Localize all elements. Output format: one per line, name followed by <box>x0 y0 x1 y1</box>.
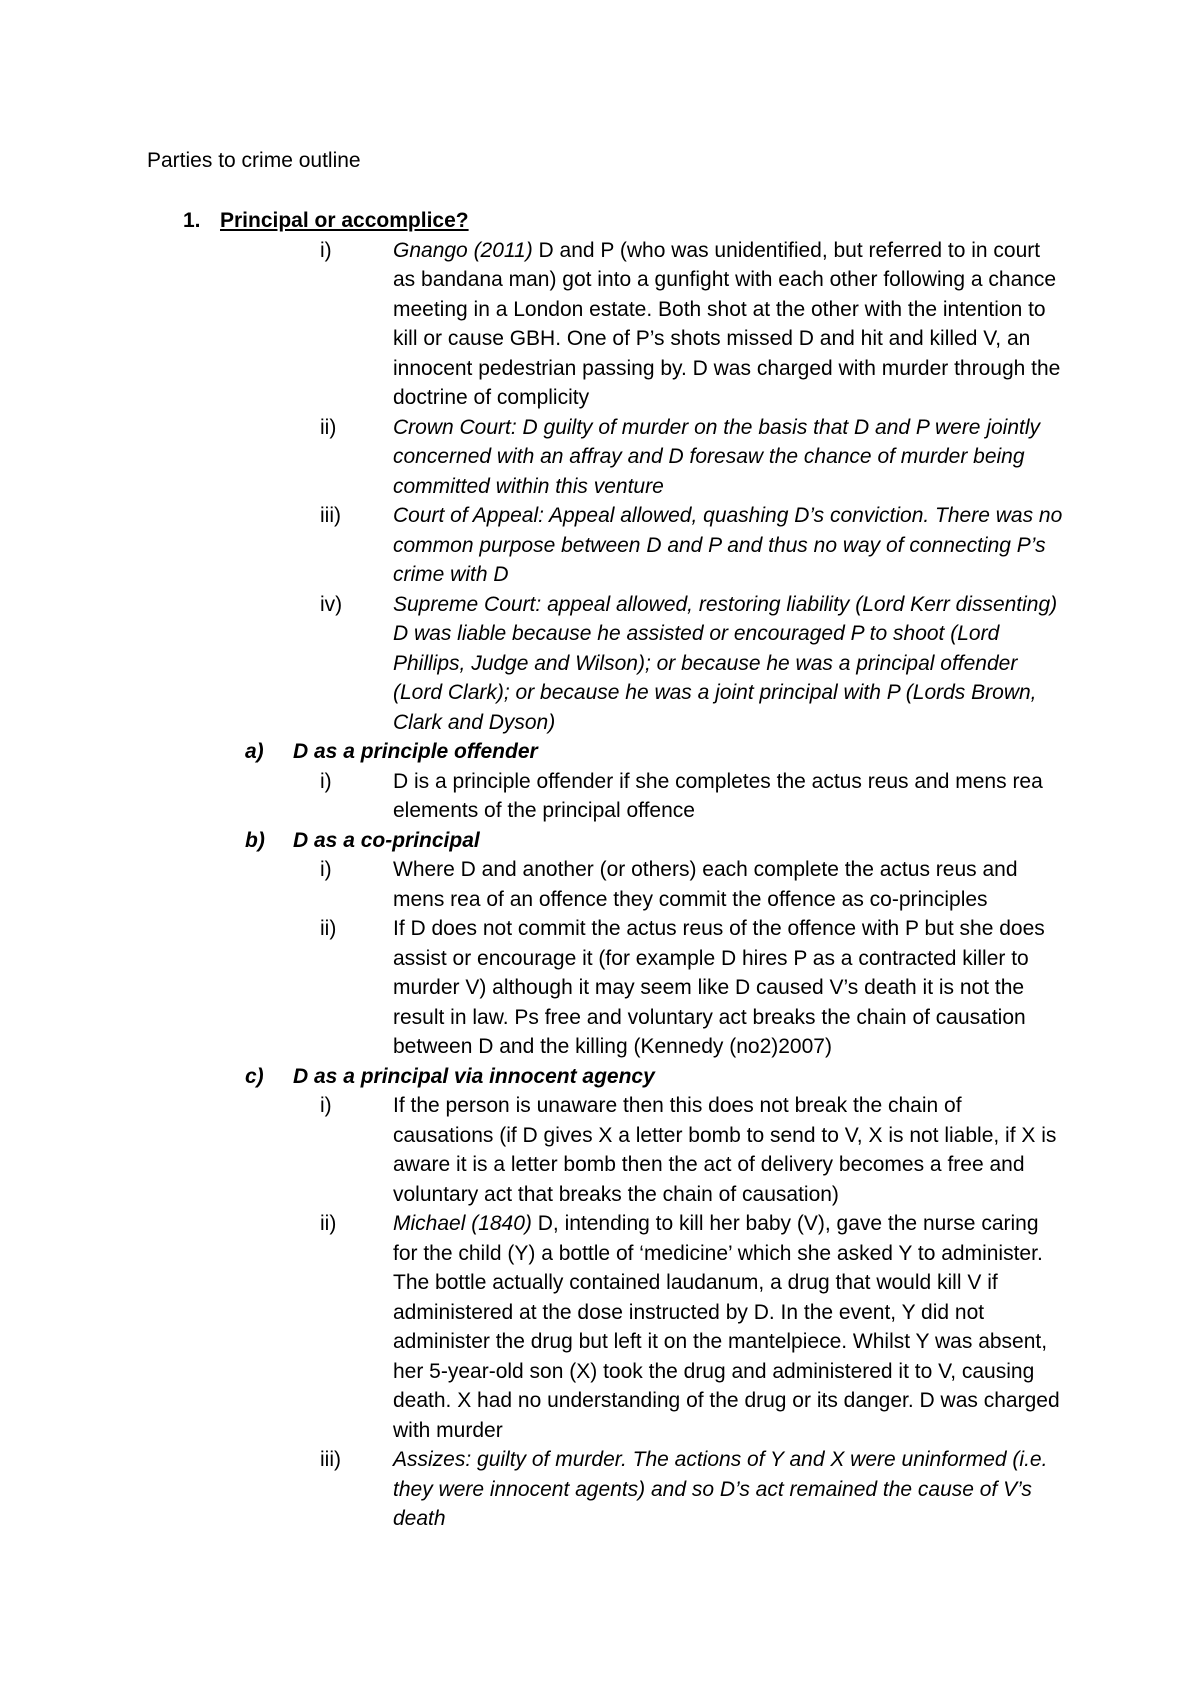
item-number: iii) <box>320 504 341 527</box>
subsection-marker: b) <box>245 828 265 852</box>
item-text: Supreme Court: appeal allowed, restoring liability (Lord Kerr dissenting) D was liable because he assisted or encouraged P to shoot (Lord Phillips, Judge and Wilson); or because he was a principal offender (Lord Clark); or because he was a joint principal with P (Lords Brown, Clark and Dyson) <box>393 592 1058 734</box>
item-number: i) <box>320 238 332 262</box>
item-text <box>393 236 1063 413</box>
item-text <box>393 1209 1063 1445</box>
item-number: ii) <box>320 415 337 439</box>
item-text: D is a principle offender if she completes the actus reus and mens rea elements of the principal offence <box>393 769 1043 822</box>
item-number: iii) <box>320 1448 341 1471</box>
item-body: D and P (who was unidentified, but referred to in court as bandana man) got into a gunfight with each other following a chance meeting in a London estate. Both shot at the other with the intention to kill or cause GBH. One of P’s shots missed D and hit and killed V, an innocent pedestrian passing by. D was charged with murder through the doctrine of complicity <box>393 238 1061 409</box>
list-item <box>0 1445 1063 1534</box>
list-item <box>0 855 1063 914</box>
subsection-title: D as a principal via innocent agency <box>293 1064 655 1088</box>
item-text: Crown Court: D guilty of murder on the basis that D and P were jointly concerned with an affray and D foresaw the chance of murder being committed within this venture <box>393 415 1041 498</box>
outline-content <box>0 206 1200 1534</box>
list-item <box>0 1209 1063 1445</box>
list-item <box>0 767 1063 826</box>
subsection-title: D as a co-principal <box>293 828 480 852</box>
list-item <box>0 236 1063 413</box>
subsection-title: D as a principle offender <box>293 740 538 763</box>
item-text: Where D and another (or others) each complete the actus reus and mens rea of an offence they commit the offence as co-principles <box>393 858 1018 911</box>
document-title: Parties to crime outline <box>147 149 361 172</box>
list-item <box>0 914 1063 1062</box>
list-item <box>0 590 1063 738</box>
item-number: ii) <box>320 1212 337 1235</box>
section-number: 1. <box>183 209 201 232</box>
item-number: i) <box>320 858 332 881</box>
subsection-heading <box>0 1062 1200 1092</box>
item-text: Assizes: guilty of murder. The actions of Y and X were uninformed (i.e. they were innocent agents) and so D’s act remained the cause of V’s death <box>393 1448 1048 1530</box>
list-item <box>0 501 1063 590</box>
item-number: i) <box>320 1094 332 1117</box>
section-title: Principal or accomplice? <box>220 209 469 232</box>
item-text: Court of Appeal: Appeal allowed, quashing D’s conviction. There was no common purpose between D and P and thus no way of connecting P’s crime with D <box>393 504 1063 586</box>
item-number: ii) <box>320 917 337 940</box>
subsection-heading <box>0 826 1200 856</box>
case-citation: Michael (1840) <box>393 1212 532 1235</box>
item-number: i) <box>320 769 332 793</box>
item-body: D, intending to kill her baby (V), gave the nurse caring for the child (Y) a bottle of ‘medicine’ which she asked Y to administer. The bottle actually contained laudanum, a drug that would kill V if administered at the dose instructed by D. In the event, Y did not administer the drug but left it on the mantelpiece. Whilst Y was absent, her 5-year-old son (X) took the drug and administered it to V, causing death. X had no understanding of the drug or its danger. D was charged with murder <box>393 1212 1060 1442</box>
subsection-heading <box>0 737 1200 767</box>
list-item <box>0 413 1063 502</box>
case-citation: Gnango (2011) <box>393 238 533 262</box>
item-text: If D does not commit the actus reus of the offence with P but she does assist or encourage it (for example D hires P as a contracted killer to murder V) although it may seem like D caused V’s death it is not the result in law. Ps free and voluntary act breaks the chain of causation between D and the killing (Kennedy (no2)2007) <box>393 917 1045 1058</box>
item-number: iv) <box>320 592 343 616</box>
subsection-marker: a) <box>245 740 264 763</box>
section-heading <box>0 206 1200 236</box>
item-text: If the person is unaware then this does not break the chain of causations (if D gives X a letter bomb to send to V, X is not liable, if X is aware it is a letter bomb then the act of delivery becomes a free and voluntary act that breaks the chain of causation) <box>393 1094 1057 1206</box>
list-item <box>0 1091 1063 1209</box>
subsection-marker: c) <box>245 1064 264 1088</box>
